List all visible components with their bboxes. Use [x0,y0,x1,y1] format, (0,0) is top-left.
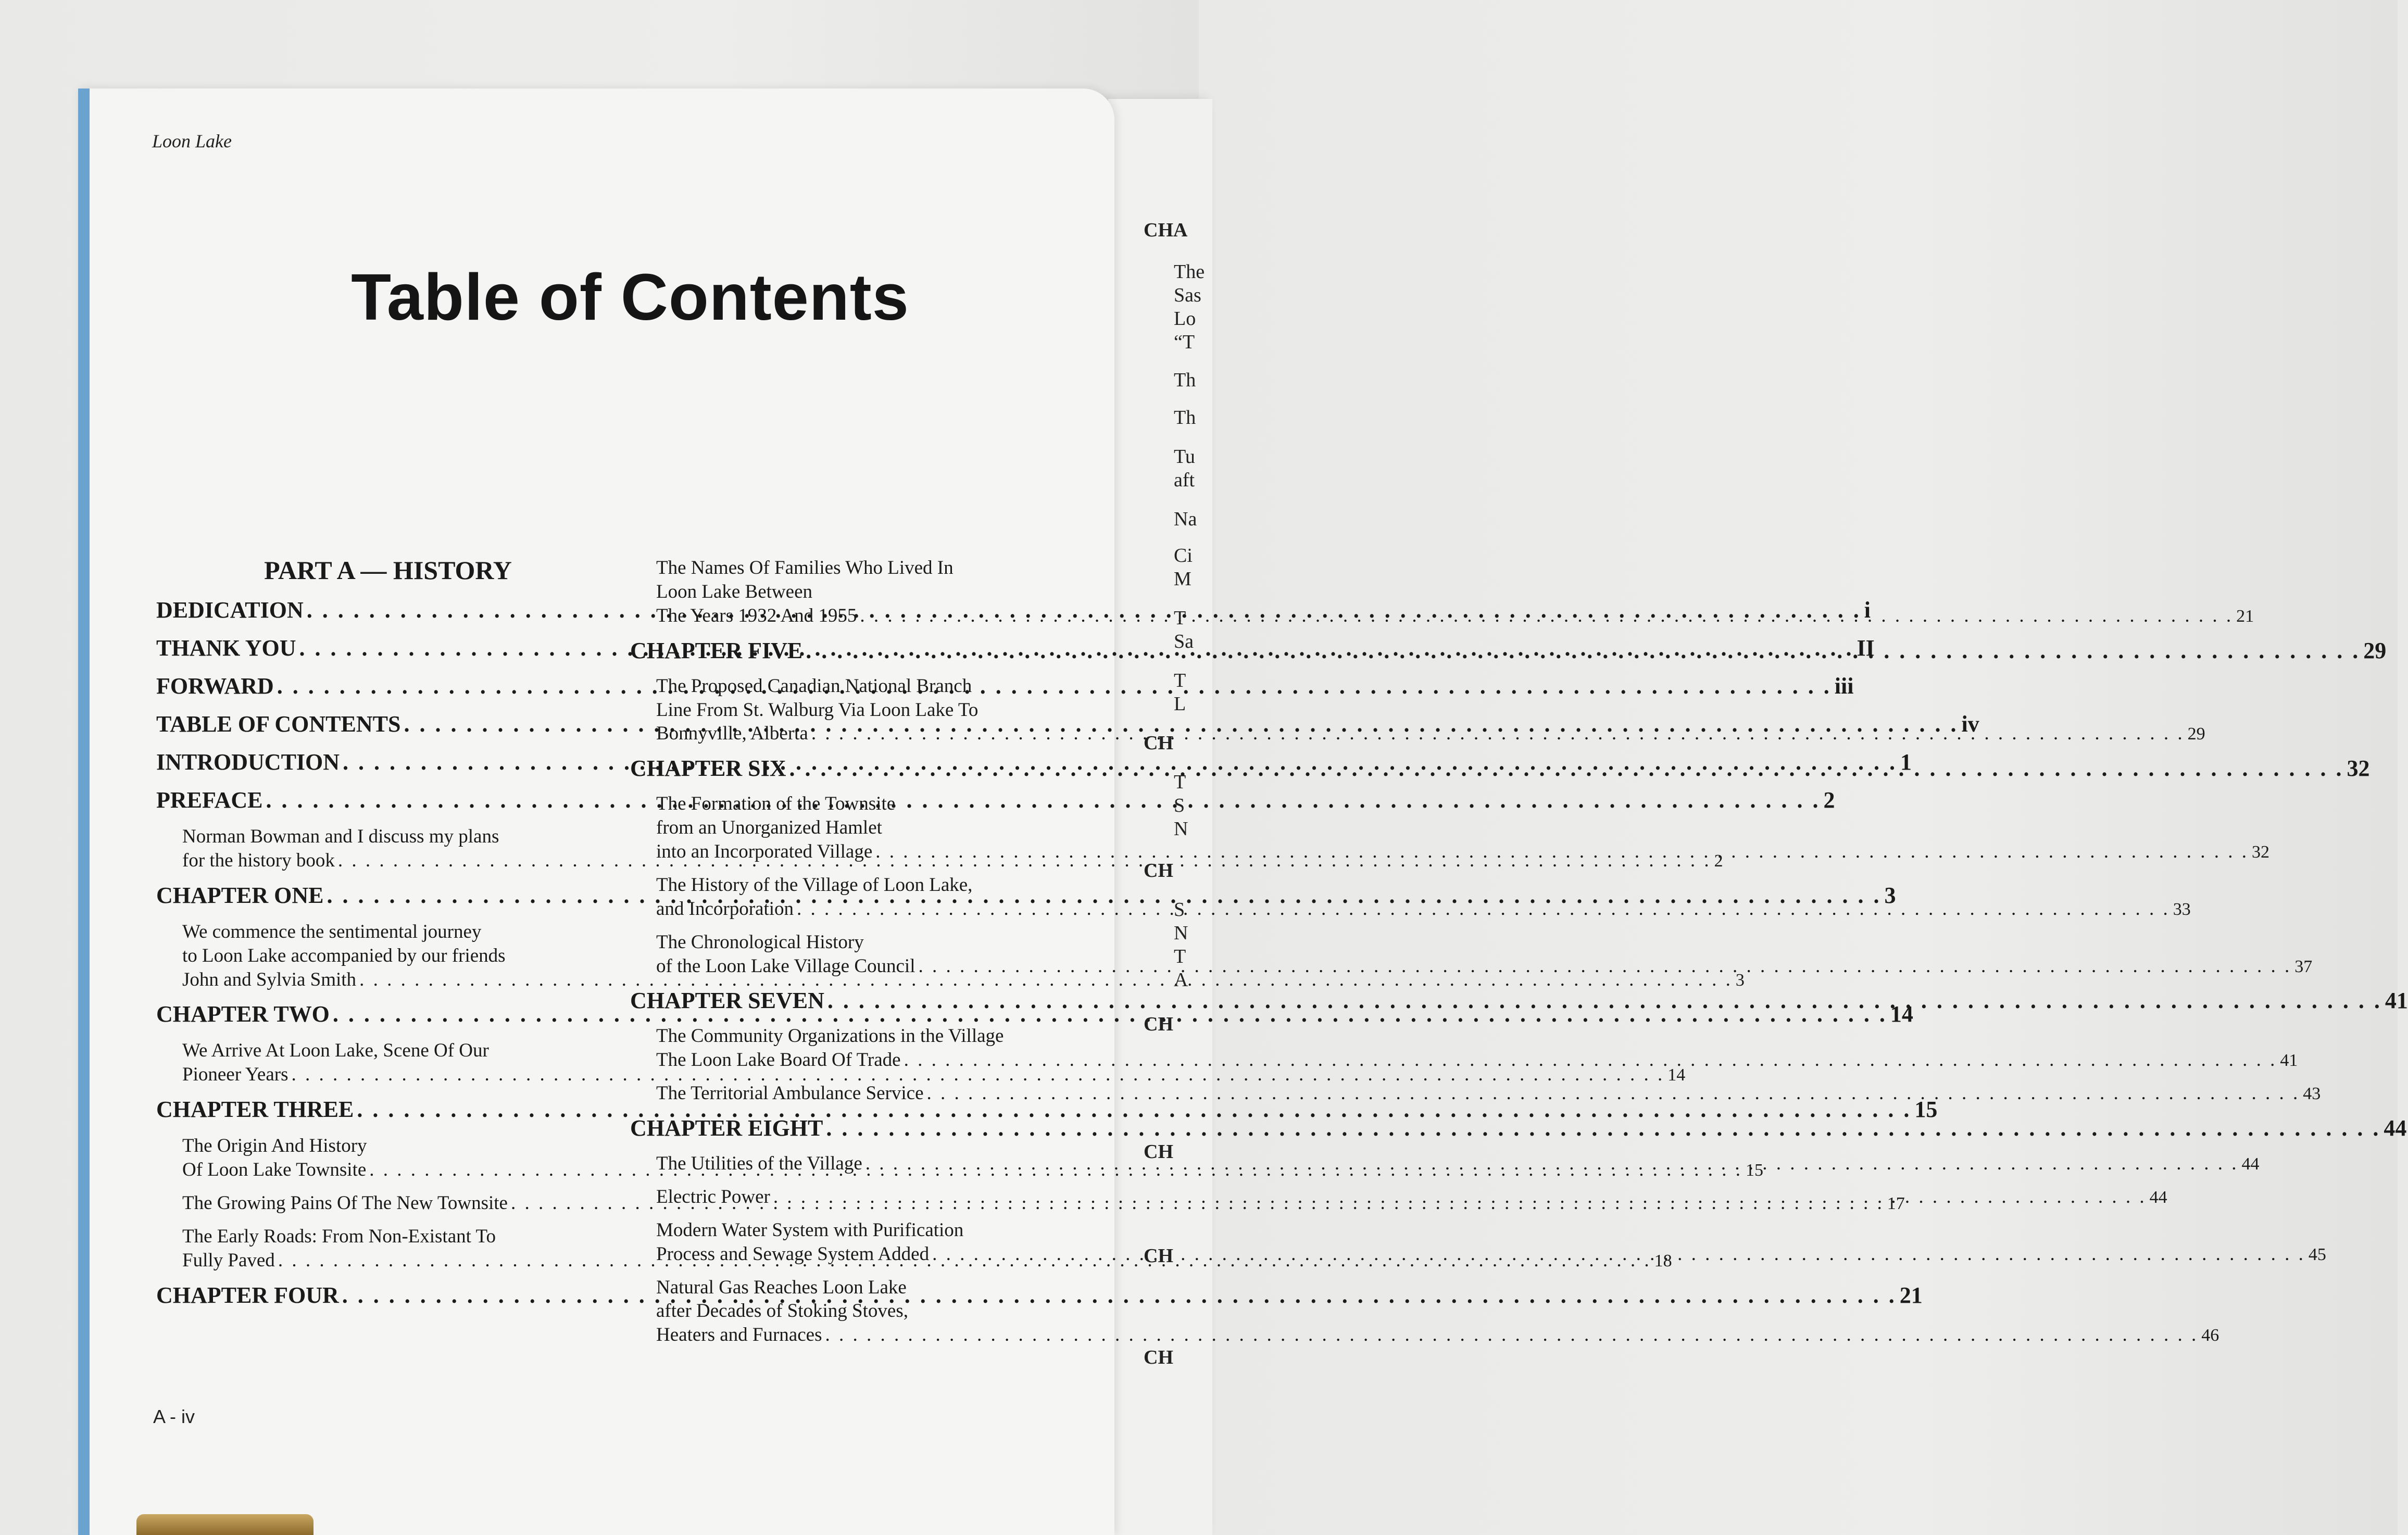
toc-entry-title: Process and Sewage System Added [656,1243,930,1265]
toc-entry-title: Electric Power [656,1186,770,1207]
toc-entry-title: The Loon Lake Board Of Trade [656,1049,901,1071]
toc-entry-title: The Utilities of the Village [656,1153,862,1174]
toc-entry-title: The Territorial Ambulance Service [656,1083,924,1104]
toc-section-entry [656,792,2270,864]
toc-entry-line [182,920,588,944]
toc-entry-title: Line From St. Walburg Via Loon Lake To [656,699,979,721]
toc-entry-title: CHAPTER SEVEN [630,988,824,1014]
dot-leader [789,755,2344,782]
toc-entry-title: Pioneer Years [182,1064,289,1086]
toc-page-number: 46 [2201,1326,2219,1345]
toc-page-number: 3 [1735,970,1745,990]
toc-entry-title: The History of the Village of Loon Lake, [656,874,973,896]
toc-entry-title: after Decades of Stoking Stoves, [656,1300,908,1322]
running-head: Loon Lake [152,131,232,152]
toc-entry-line [656,1276,1101,1300]
dot-leader [825,1323,2198,1347]
toc-entry-line [656,580,1101,604]
toc-entry-title: INTRODUCTION [156,749,340,775]
toc-entry-title: THANK YOU [156,635,296,661]
toc-page-number: 33 [2173,899,2191,919]
next-page-text-fragment: S [1174,899,1185,921]
dot-leader [773,1185,2147,1209]
binder-clip [136,1514,313,1535]
toc-entry-line [630,1115,2407,1141]
toc-page-number: 2 [1823,787,1835,813]
next-page-text-fragment: aft [1174,469,1195,491]
toc-entry-line [656,840,2270,864]
part-heading: PART A — HISTORY [264,556,512,585]
toc-entry-line [182,1134,588,1158]
toc-entry-line [656,604,2254,628]
toc-entry-line [182,1225,588,1249]
toc-entry-line [182,1063,1686,1087]
toc-page-number: 18 [1654,1251,1672,1270]
toc-entry-line [156,1096,1938,1123]
next-page-heading-fragment: CH [1144,1141,1173,1163]
toc-entry-title: The Community Organizations in the Village [656,1025,1004,1047]
toc-entry-title: FORWARD [156,673,274,699]
dot-leader [826,1115,2380,1141]
toc-entry-title: from an Unorganized Hamlet [656,817,882,839]
toc-entry-line [656,1218,1101,1242]
toc-entry-title: Heaters and Furnaces [656,1324,822,1346]
toc-entry-title: Fully Paved [182,1249,275,1271]
toc-entry-line [656,954,2313,978]
dot-leader [932,1242,2305,1266]
next-page-heading-fragment: CHA [1144,219,1188,241]
next-page-text-fragment: N [1174,818,1188,840]
toc-page-number: 32 [2252,842,2270,862]
toc-page-number: II [1857,635,1875,661]
toc-page-number: 21 [1899,1282,1923,1308]
toc-entry-line [656,816,1101,840]
next-page-text-fragment: A [1174,969,1188,991]
toc-page-number: 17 [1887,1193,1905,1213]
toc-page-number: 15 [1914,1097,1938,1123]
toc-entry-line [656,897,2191,921]
toc-entry-title: into an Incorporated Village [656,841,873,862]
toc-entry-title: to Loon Lake accompanied by our friends [182,945,506,966]
toc-entry-title: CHAPTER FIVE [630,637,803,663]
toc-entry-title: Natural Gas Reaches Loon Lake [656,1276,907,1298]
dot-leader [860,604,2233,628]
toc-entry-title: The Proposed Canadian National Branch [656,675,972,697]
toc-entry-title: for the history book [182,849,335,871]
toc-entry-title: CHAPTER FOUR [156,1282,339,1308]
next-page-text-fragment: The [1174,261,1205,283]
toc-chapter-entry [630,755,2370,782]
toc-page-number: i [1864,597,1871,623]
toc-entry-title: and Incorporation [656,898,794,920]
toc-entry-title: The Early Roads: From Non-Existant To [182,1225,496,1247]
toc-entry-title: We Arrive At Loon Lake, Scene Of Our [182,1040,489,1062]
toc-entry-title: John and Sylvia Smith [182,968,357,990]
toc-page-number: 43 [2303,1084,2321,1104]
toc-entry-line [656,1048,2298,1072]
toc-entry-title: The Origin And History [182,1135,367,1157]
next-page-text-fragment: Ci [1174,545,1193,567]
toc-entry-line [182,968,1745,992]
toc-entry-line [656,1024,1101,1048]
toc-entry-line [656,792,1101,816]
toc-entry-title: CHAPTER THREE [156,1097,354,1123]
next-page-text-fragment: Sas [1174,284,1201,306]
toc-page-number: 14 [1890,1001,1913,1027]
toc-section-entry [656,930,2313,978]
toc-chapter-entry [156,1096,1938,1123]
next-page-text-fragment: Sa [1174,631,1194,652]
toc-entry-title: The Chronological History [656,931,864,953]
toc-entry-title: Of Loon Lake Townsite [182,1159,367,1180]
page-title: Table of Contents [351,260,909,334]
next-page-heading-fragment: CH [1144,860,1173,882]
dot-leader [904,1048,2277,1072]
toc-section-entry [656,1081,2321,1105]
toc-page-number: 41 [2280,1051,2298,1071]
toc-entry-line [656,930,1101,954]
toc-page-number: 44 [2384,1115,2407,1141]
toc-entry-title: CHAPTER SIX [630,756,786,782]
toc-page-number: 15 [1746,1161,1764,1180]
next-page-heading-fragment: CH [1144,1347,1173,1368]
toc-entry-title: Bonnyville, Alberta [656,723,808,745]
dot-leader [919,954,2292,978]
toc-entry-title: Loon Lake Between [656,581,812,602]
dot-leader [342,1282,1897,1308]
dot-leader [811,722,2185,746]
toc-page-number: 41 [2385,988,2408,1014]
toc-entry-title: We commence the sentimental journey [182,921,482,942]
toc-page-number: 2 [1714,851,1723,871]
toc-section-entry [656,873,2191,921]
next-page-text-fragment: Na [1174,508,1197,530]
next-page-heading-fragment: CH [1144,732,1173,754]
next-page-text-fragment: T [1174,771,1186,793]
toc-entry-line [182,1039,588,1063]
toc-entry-line [182,825,588,849]
toc-page-number: 3 [1884,882,1896,908]
next-page-text-fragment: Th [1174,369,1196,391]
toc-page-number: 14 [1667,1065,1686,1085]
next-page-heading-fragment: CH [1144,1013,1173,1035]
next-page-text-fragment: Th [1174,407,1196,429]
next-page-text-fragment: T [1174,670,1186,691]
toc-entry-title: Modern Water System with Purification [656,1219,964,1241]
toc-entry-line [656,674,1101,698]
dot-leader [927,1081,2300,1105]
toc-entry-line [656,1299,1101,1323]
toc-entry-line [656,1081,2321,1105]
toc-page-number: 29 [2187,724,2205,744]
toc-entry-title: The Growing Pains Of The New Townsite [182,1192,508,1214]
toc-page-number: 1 [1900,749,1912,775]
toc-entry-title: The Names Of Families Who Lived In [656,557,954,578]
page-number: A - iv [153,1406,195,1427]
toc-entry-title: TABLE OF CONTENTS [156,711,401,737]
toc-entry-title: The Formation of the Townsite [656,793,896,815]
next-page-text-fragment: T [1174,607,1186,629]
toc-page-number: 44 [2149,1187,2167,1207]
toc-entry-title: CHAPTER EIGHT [630,1115,823,1141]
toc-chapter-entry [630,1115,2407,1141]
dot-leader [797,897,2170,921]
next-page-text-fragment: S [1174,795,1185,816]
next-page-text-fragment: “T [1174,331,1195,353]
dot-leader [875,840,2249,864]
next-page-text-fragment: Tu [1174,446,1195,468]
next-page-heading-fragment: CH [1144,1245,1173,1267]
toc-page-number: 32 [2347,756,2370,782]
next-page-text-fragment: T [1174,946,1186,967]
toc-page-number: 21 [2236,606,2254,626]
next-page-text-fragment: Lo [1174,308,1196,330]
toc-entry-title: DEDICATION [156,597,304,623]
toc-entry-line [656,556,1101,580]
dot-leader [806,637,2360,664]
toc-entry-line [656,873,1101,897]
dot-leader [866,1152,2239,1176]
toc-page-number: 44 [2241,1154,2260,1174]
toc-entry-title: PREFACE [156,787,263,813]
toc-entry-line [656,1323,2219,1347]
next-page-text-fragment: M [1174,568,1192,590]
toc-page-number: 45 [2308,1244,2326,1264]
toc-entry-title: CHAPTER TWO [156,1001,330,1027]
toc-entry-line [656,698,1101,722]
toc-entry-title: Norman Bowman and I discuss my plans [182,826,499,847]
toc-entry-title: The Years 1932 And 1955 [656,605,857,626]
toc-page-number: iii [1834,673,1854,699]
toc-entry-line [182,944,588,968]
next-page-text-fragment: N [1174,922,1188,944]
toc-entry-title: CHAPTER ONE [156,882,324,908]
toc-entry-title: of the Loon Lake Village Council [656,955,915,977]
next-page-text-fragment: L [1174,693,1186,715]
dot-leader [827,987,2382,1014]
toc-page-number: iv [1961,711,1979,737]
toc-page-number: 29 [2363,637,2387,663]
toc-entry-line [630,755,2370,782]
toc-page-number: 37 [2294,957,2313,976]
